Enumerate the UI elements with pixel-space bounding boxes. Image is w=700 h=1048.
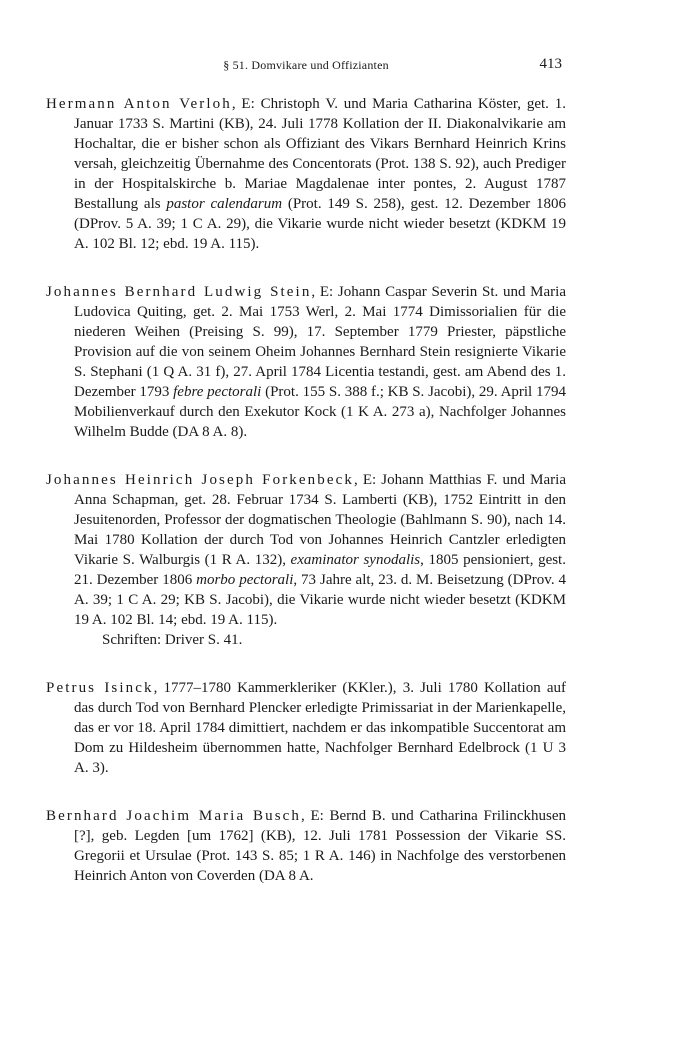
entry-text: , E: Christoph V. und Maria Catharina Köster, get. 1. Januar 1733 S. Martini (KB), 24. Juli 1778 Kollation der II. Diakonalvikarie am Hochaltar, die er bisher schon als Offiziant des Vikars Bernhard Heinrich Krins versah, gleichzeitig Übernahme des Concentorats (Prot. 138 S. 92), auch Prediger in der Hospitalskirche b. Mariae Magdalenae inter pontes, 2. August 1787 Bestallung als [74, 96, 567, 212]
entry-latin-term: febre pectorali [173, 384, 262, 400]
entries-list [46, 94, 566, 914]
entry-text: , E: Johann Caspar Severin St. und Maria Ludovica Quiting, get. 2. Mai 1753 Werl, 2. Mai 1774 Dimissorialien für die niederen Weihen (Preising S. 99), 17. September 1779 Priester, päpstliche Provision auf die von seinem Oheim Johannes Bernhard Stein resignierte Vikarie S. Stephani (1 Q A. 31 f), 27. April 1784 Licentia testandi, gest. am Abend des 1. Dezember 1793 [74, 284, 566, 400]
entry-name: Petrus Isinck [46, 680, 154, 696]
entry-verloh [46, 94, 566, 254]
entry-name: Johannes Bernhard Ludwig Stein [46, 284, 312, 300]
entry-text: , E: Bernd B. und Catharina Frilinckhusen [?], geb. Legden [um 1762] (KB), 12. Juli 1781 Possession der Vikarie SS. Gregorii et Ursulae (Prot. 143 S. 85; 1 R A. 146) in Nachfolge des verstorbenen Heinrich Anton von Coverden (DA 8 A. [74, 808, 566, 884]
entry-forkenbeck [46, 470, 566, 650]
entry-text: , 1777–1780 Kammerkleriker (KKler.), 3. Juli 1780 Kollation auf das durch Tod von Bernhard Plencker erledigte Primissariat in der Marienkapelle, das er vor 18. April 1784 dimittiert, nachdem er das inkompatible Succentorat am Dom zu Hildesheim übernommen hatte, Nachfolger Bernhard Edelbrock (1 U 3 A. 3). [74, 680, 566, 776]
entry-name: Johannes Heinrich Joseph Forkenbeck [46, 472, 354, 488]
entry-latin-term: examinator synodalis [290, 552, 421, 568]
entry-name: Hermann Anton Verloh [46, 96, 232, 112]
entry-text: (Prot. 149 S. 258), gest. 12. Dezember 1806 (DProv. 5 A. 39; 1 C A. 29), die Vikarie wurde nicht wieder besetzt (KDKM 19 A. 102 Bl. 12; ebd. 19 A. 115). [74, 196, 566, 252]
entry-name: Bernhard Joachim Maria Busch [46, 808, 302, 824]
entry-text: , 73 Jahre alt, 23. d. M. Beisetzung (DProv. 4 A. 39; 1 C A. 29; KB S. Jacobi), die Vikarie wurde nicht wieder besetzt (KDKM 19 A. 102 Bl. 14; ebd. 19 A. 115). [74, 572, 566, 628]
entry-text: , 1805 pensioniert, gest. 21. Dezember 1806 [74, 552, 566, 588]
page-header [46, 56, 566, 80]
running-head: § 51. Domvikare und Offizianten [223, 58, 389, 72]
entry-text: , E: Johann Matthias F. und Maria Anna Schapman, get. 28. Februar 1734 S. Lamberti (KB), 1752 Eintritt in den Jesuitenorden, Professor der dogmatischen Theologie (Bahlmann S. 90), nach 14. Mai 1780 Kollation der durch Tod von Johannes Heinrich Cantzler erledigten Vikarie S. Walburgis (1 R A. 132), [74, 472, 566, 568]
entry-latin-term: pastor calendarum [166, 196, 283, 212]
entry-text: (Prot. 155 S. 388 f.; KB S. Jacobi), 29. April 1794 Mobilienverkauf durch den Exekutor Kock (1 K A. 273 a), Nachfolger Johannes Wilhelm Budde (DA 8 A. 8). [74, 384, 566, 440]
entry-latin-term: morbo pectorali [196, 572, 294, 588]
entry-isinck [46, 678, 566, 778]
page-number: 413 [539, 56, 562, 72]
entry-stein [46, 282, 566, 442]
entry-note: Schriften: Driver S. 41. [102, 632, 243, 648]
entry-busch [46, 806, 566, 886]
